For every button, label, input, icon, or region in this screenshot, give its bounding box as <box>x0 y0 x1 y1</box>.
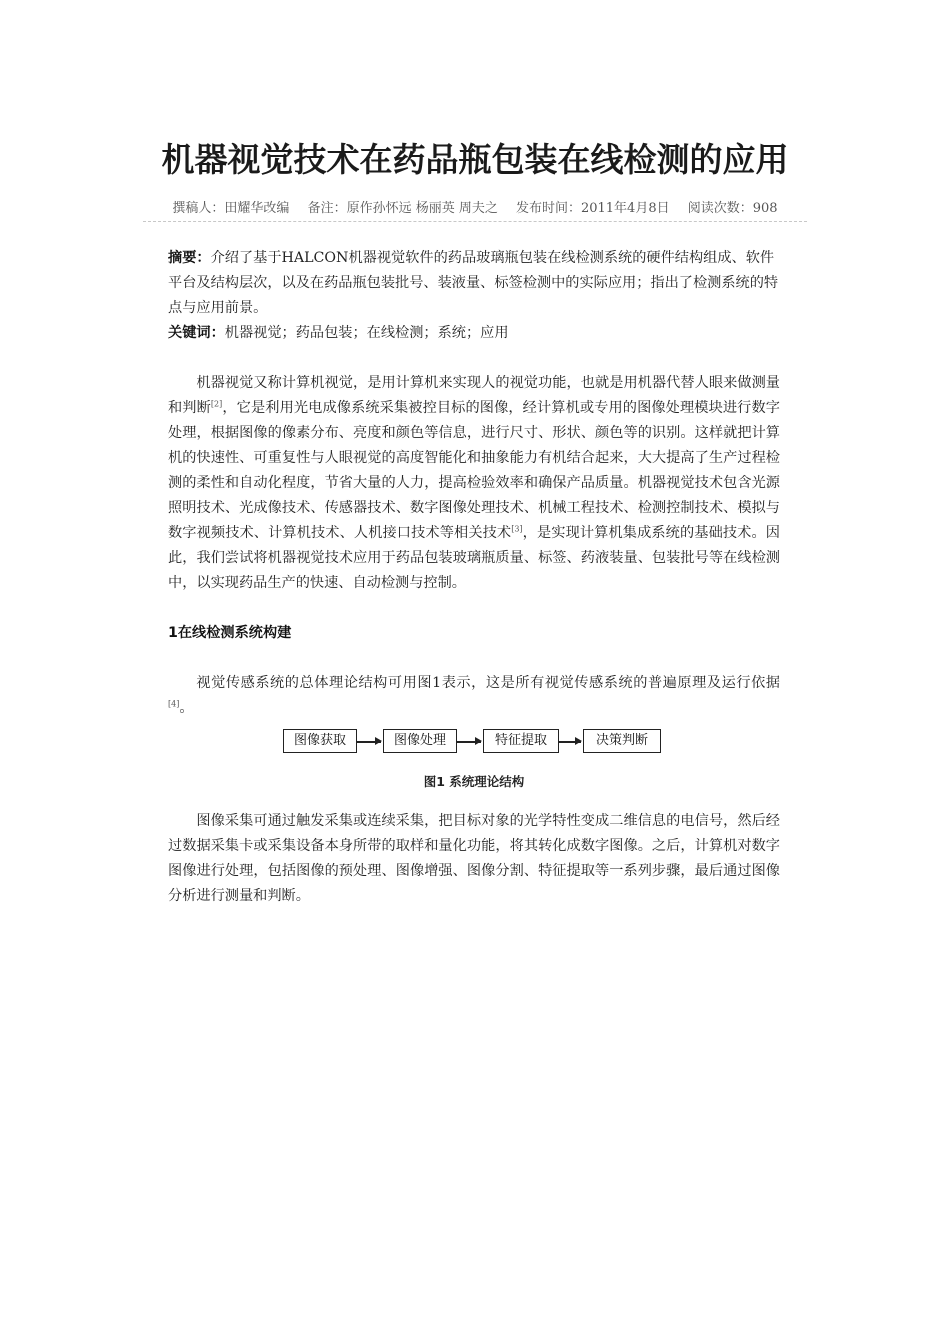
section-paragraph: 图像采集可通过触发采集或连续采集，把目标对象的光学特性变成二维信息的电信号，然后经过数据采集卡或采集设备本身所带的取样和量化功能，将其转化成数字图像。之后，计算机对数字图像进行处理，包括图像的预处理、图像增强、图像分割、特征提取等一系列步骤，最后通过图像分析进行测量和判断。 <box>168 813 780 904</box>
abstract-text: 介绍了基于HALCON机器视觉软件的药品玻璃瓶包装在线检测系统的硬件结构组成、软件平台及结构层次，以及在药品瓶包装批号、装液量、标签检测中的实际应用；指出了检测系统的特点与应用前景。 <box>168 250 779 316</box>
intro-paragraph <box>168 371 780 596</box>
flow-box: 图像处理 <box>383 729 457 753</box>
section-paragraph <box>168 671 780 721</box>
keywords <box>168 321 780 346</box>
meta-published: 发布时间：2011年4月8日 <box>515 201 670 216</box>
meta-note: 备注：原作孙怀远 杨丽英 周夫之 <box>307 201 498 216</box>
section-text-1: 视觉传感系统的总体理论结构可用图1表示，这是所有视觉传感系统的普遍原理及运行依据 <box>196 675 780 691</box>
meta-author: 撰稿人：田耀华改编 <box>172 201 290 216</box>
arrow-right-icon <box>559 741 581 743</box>
abstract-label: 摘要： <box>168 250 211 266</box>
keywords-text: 机器视觉；药品包装；在线检测；系统；应用 <box>224 325 509 341</box>
citation-ref[interactable]: [2] <box>210 399 223 409</box>
arrow-right-icon <box>457 741 481 743</box>
article-body <box>168 246 780 909</box>
figure-1 <box>168 729 780 809</box>
citation-ref[interactable]: [4] <box>168 699 180 709</box>
arrow-right-icon <box>357 741 381 743</box>
intro-text-3: ，是实现计算机集成系统的基础技术。因此，我们尝试将机器视觉技术应用于药品包装玻璃瓶质量、标签、药液装量、包装批号等在线检测中，以实现药品生产的快速、自动检测与控制。 <box>168 525 780 591</box>
intro-text-2: ，它是利用光电成像系统采集被控目标的图像，经计算机或专用的图像处理模块进行数字处理，根据图像的像素分布、亮度和颜色等信息，进行尺寸、形状、颜色等的识别。这样就把计算机的快速性、可重复性与人眼视觉的高度智能化和抽象能力有机结合起来，大大提高了生产过程检测的柔性和自动化程度，节省大量的人力，提高检验效率和确保产品质量。机器视觉技术包含光源照明技术、光成像技术、传感器技术、数字图像处理技术、机械工程技术、检测控制技术、模拟与数字视频技术、计算机技术、人机接口技术等相关技术 <box>168 400 780 541</box>
flow-box: 决策判断 <box>583 729 661 753</box>
figure-caption: 图1 系统理论结构 <box>423 774 525 789</box>
citation-ref[interactable]: [3] <box>511 524 523 534</box>
flow-box: 特征提取 <box>483 729 559 753</box>
article-meta <box>143 199 807 222</box>
article-title: 机器视觉技术在药品瓶包装在线检测的应用 <box>161 140 789 179</box>
keywords-label: 关键词： <box>168 325 225 341</box>
section-text-2: 。 <box>179 700 194 716</box>
section-heading: 1在线检测系统构建 <box>168 625 292 641</box>
flow-diagram <box>283 729 663 757</box>
meta-reads: 阅读次数：908 <box>687 201 778 216</box>
intro-text-1: 机器视觉又称计算机视觉，是用计算机来实现人的视觉功能，也就是用机器代替人眼来做测量和判断 <box>168 375 780 416</box>
flow-box: 图像获取 <box>283 729 357 753</box>
abstract <box>168 246 780 321</box>
